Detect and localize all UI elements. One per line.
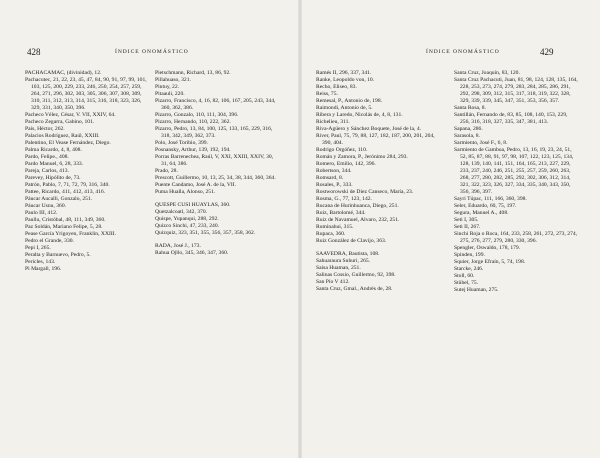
index-entry: Quispe, Yupanqui, 288, 292. (155, 216, 219, 222)
index-entry: Romsard, 8. (316, 175, 344, 181)
index-entry: Raimondi, Antonio de, 5. (316, 105, 373, 111)
index-entry: Sarmiento, José F., 6, 8. (454, 140, 508, 146)
index-entry: Santillán, Fernando de, 83, 85, 108, 140, 153, 229, 256, 316, 318, 327, 335, 347, 381, 413. (454, 112, 568, 125)
index-column-left-2 (155, 70, 279, 257)
index-entry: Sarasola, 8. (454, 133, 480, 139)
index-entry: Ranke, Leopoldo von, 10. (316, 77, 375, 83)
index-column-left-1 (25, 70, 149, 273)
index-entry: Sarmiento de Gamboa, Pedro, 13, 16, 19, 23, 24, 51, 52, 85, 87, 88, 91, 97, 98, 107, 122, 123, 125, 134, 128, 139, 140, 141, 151, 164, 165, 213, 227, 229, 233, 237, 240, 246, 251, 255, 257, 259, 260, 263, 268, 277, 280, 282, 285, 292, 302, 306, 312, 314, 321, 322, 323, 326, 327, 334, 335, 340, 343, 350, 356, 396, 397. (454, 147, 574, 195)
index-entry: Rahua Ojllo, 345, 346, 347, 360. (155, 250, 229, 256)
index-entry: Paullu, Cristóbal, 48, 111, 349, 360. (25, 217, 106, 223)
index-entry: Pacheco Vélez, César, V. VII, XXIV, 64. (25, 112, 116, 118)
index-entry: Polo, José Toribio, 399. (155, 140, 208, 146)
index-entry: Prado, 28. (155, 168, 178, 174)
index-entry: Pease García Yrigoyen, Franklin, XXIII. (25, 231, 116, 237)
index-entry: Parevey, Hipólito de, 73. (25, 175, 81, 181)
index-entry: Pillahuaso, 321. (155, 77, 191, 83)
index-entry: Pardo, Felipe., 408. (25, 154, 69, 160)
index-entry: Santa Rosa, 8. (454, 105, 487, 111)
index-entry: Paulo III, 412. (25, 210, 58, 216)
index-entry: Porras Barrenechea, Raúl, V, XXI, XXIII, XXIV, 30, 31, 64, 386. (155, 154, 274, 167)
index-entry: Peralta y Barnuevo, Pedro, 5. (25, 252, 91, 258)
index-entry: Posnansky, Arthur, 139, 192, 194. (155, 147, 231, 153)
index-entry: Pardo Manuel, 6, 28, 333. (25, 161, 84, 167)
index-entry: Remesal, P., Antonio de, 198. (316, 98, 383, 104)
index-entry: Rosales, P., 333. (316, 182, 353, 188)
index-entry: Quizquiz, 323, 351, 355, 356, 357, 358, 362. (155, 230, 256, 236)
index-entry: SAAVEDRA, Bautista, 108. (316, 251, 380, 257)
index-entry: Rodrigo Orgóñez, 110. (316, 147, 368, 153)
index-entry: Pizarro, Francisco, 4, 16, 82, 106, 167, 205, 243, 344, 360, 362, 386. (155, 98, 276, 111)
index-entry: Rupaca, 360. (316, 231, 346, 237)
running-head: ÍNDICE ONOMÁSTICO (426, 49, 500, 55)
index-entry: Rosma, G., 77, 123, 142. (316, 196, 372, 202)
index-entry: Palma Ricardo, 4, 8, 408. (25, 147, 82, 153)
index-entry: Pacheco Zegarra, Gabino, 101. (25, 119, 95, 125)
index-entry: Pareja, Carlos, 413. (25, 168, 69, 174)
index-entry: Santa Cruz Pachacuti, Juan, 81, 98, 124, 128, 135, 164, 228, 253, 273, 274, 279, 283, 284, 285, 286, 291, 292, 298, 309, 312, 315, 317, 318, 319, 322, 328, 329, 339, 339, 345, 347, 351, 353, 356, 357. (454, 77, 578, 104)
index-entry: Pi Margall, 196. (25, 266, 62, 272)
index-entry: Páucar Usnu, 360. (25, 203, 67, 209)
index-entry: San Pío V 412. (316, 279, 350, 285)
index-entry: Sayri Túpac, 111, 166, 360, 398. (454, 196, 527, 202)
index-entry: Saisa Huaman, 251. (316, 265, 361, 271)
index-entry: Pizarro, Hernando, 110, 222, 362. (155, 119, 231, 125)
index-entry: Stoll, 60. (454, 273, 475, 279)
index-entry: Seti I, 305. (454, 217, 479, 223)
index-entry: Puma Hualla, Alonso, 251. (155, 189, 216, 195)
index-entry: Starcke, 246. (454, 266, 484, 272)
index-entry: Reiss, 75. (316, 91, 338, 97)
index-entry: Recho, Eliseo, 83. (316, 84, 357, 90)
index-entry: Ribera y Laredo, Nicolás de, 4, 8, 131. (316, 112, 403, 118)
index-entry: River, Paul, 75, 79, 88, 127, 182, 187, 200, 201, 204, 390, 404. (316, 133, 435, 146)
index-entry: Rostworowski de Diez Canseco, María, 23. (316, 189, 414, 195)
index-entry: Pericles, 143. (25, 259, 56, 265)
index-entry: Ruiz González de Clavijo, 363. (316, 238, 387, 244)
index-entry: Patrón, Pablo, 7, 71, 72, 79, 316, 340. (25, 182, 110, 188)
index-entry: Paz Soldán, Mariano Felipe, 5, 28. (25, 224, 103, 230)
index-entry: País, Héctor, 262. (25, 126, 65, 132)
index-entry: Spinden, 199. (454, 252, 485, 258)
page-number: 429 (540, 47, 554, 57)
index-entry: Seler, Eduardo, 60, 75, 197. (454, 203, 517, 209)
index-entry: Pintuy, 22. (155, 84, 180, 90)
index-entry: Román y Zamora, P., Jerónimo 284, 293. (316, 154, 408, 160)
index-column-right-1 (316, 70, 440, 293)
index-entry: QUESPE CUSI HUAYLAS, 360. (155, 202, 231, 208)
index-entry: Ramés II, 296, 337, 341. (316, 70, 372, 76)
index-entry: Pedro el Grande, 330. (25, 238, 74, 244)
index-entry: Palentino, El Vease Fernández, Diego. (25, 140, 111, 146)
index-entry: Pietschmann, Richard, 13, 86, 92. (155, 70, 231, 76)
page-number: 428 (27, 47, 41, 57)
index-entry: Pizarro, Pedro, 13, 84, 100, 125, 133, 165, 229, 316, 318, 342, 349, 362, 373. (155, 126, 273, 139)
index-entry: Santa Cruz, Gmal., Andrés de, 28. (316, 286, 393, 292)
index-entry: RADA, José J., 173. (155, 243, 201, 249)
index-entry: Riva-Agüero y Sánchez Boquete, José de la, 4. (316, 126, 422, 132)
index-entry: Quetzalcoatl, 342, 370. (155, 209, 208, 215)
index-entry: Sutej Huaman, 275. (454, 287, 499, 293)
index-entry: Palacios Rodríguez, Raúl, XXIII. (25, 133, 100, 139)
index-entry: Squier, Jorge Efraín, 5, 74, 198. (454, 259, 526, 265)
index-entry: Pizarro, Gonzalo, 110, 111, 304, 396. (155, 112, 239, 118)
index-entry: Santa Cruz, Joaquín, 83, 120. (454, 70, 520, 76)
index-entry: Seti II, 267. (454, 224, 481, 230)
index-entry: Prescott, Guillermo, 10, 13, 25, 34, 38, 344, 360, 364. (155, 175, 276, 181)
index-entry: Sahuaraura Suhuri, 265. (316, 258, 371, 264)
index-entry: PACHACAMAC, (divinidad), 12. (25, 70, 102, 76)
index-entry: Ruiz de Navamuel, Alvaro, 232, 251. (316, 217, 400, 223)
index-entry: Quizco Sinchi, 47, 233, 240. (155, 223, 220, 229)
index-entry: Romero, Emilio, 142, 396. (316, 161, 376, 167)
index-entry: Páucar Aucalli, Gonzalo, 251. (25, 196, 93, 202)
index-entry: Sinchi Roja o Roca, 164, 233, 258, 261, 272, 273, 274, 275, 276, 277, 279, 280, 330, 396. (454, 231, 578, 244)
index-column-right-2 (454, 70, 578, 294)
index-entry: Sapana, 286. (454, 126, 483, 132)
index-entry: Stübel, 75. (454, 280, 479, 286)
index-entry: Puente Candamo, José A. de la, VII. (155, 182, 236, 188)
index-entry: Spengler, Oswaldo, 178, 179. (454, 245, 521, 251)
index-entry: Pitaauli, 220. (155, 91, 185, 97)
index-entry: Pattee, Ricardo, 411, 412, 413, 416. (25, 189, 106, 195)
index-entry: Ruiz, Bartolomé, 344. (316, 210, 366, 216)
index-entry: Salinas Cossio, Guillermo, 92, 398. (316, 272, 396, 278)
index-entry: Richelieu, 311. (316, 119, 350, 125)
index-entry: Pachacutec, 21, 22, 23, 45, 47, 84, 90, 91, 97, 99, 101, 103, 125, 200, 229, 233, 246, 250, 254, 257, 259, 264, 271, 296, 302, 303, 305, 306, 307, 308, 309, 310, 311, 312, 313, 314, 315, 316, 318, 323, 326, 329, 331, 340, 350, 396. (25, 77, 147, 111)
index-entry: Ruminahui, 315. (316, 224, 354, 230)
index-entry: Robertson, 344. (316, 168, 352, 174)
index-entry: Rucana de Hurinhuanca, Diego, 251. (316, 203, 399, 209)
index-entry: Segura, Manuel A., 408. (454, 210, 509, 216)
index-entry: Pepi I, 265. (25, 245, 51, 251)
right-page (300, 0, 600, 458)
running-head: ÍNDICE ONOMÁSTICO (115, 49, 189, 55)
